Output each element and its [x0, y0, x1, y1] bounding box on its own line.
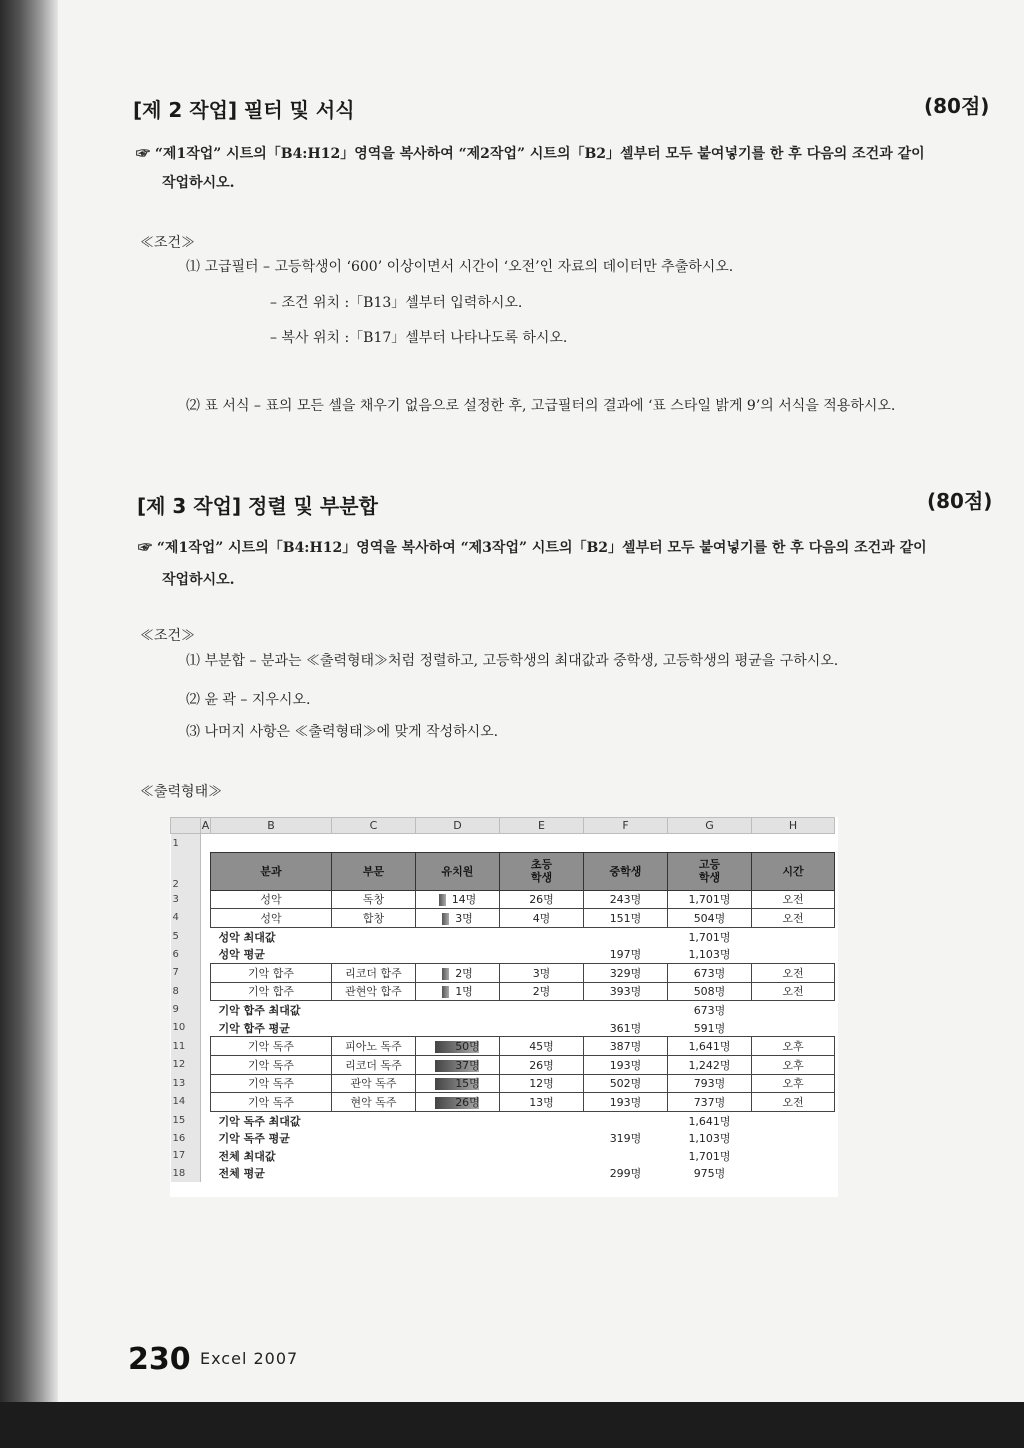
cell-e — [500, 927, 584, 945]
cell-bungwa: 성악 — [211, 909, 332, 928]
column-header-row — [171, 818, 835, 834]
kindergarten-value: 50명 — [455, 1040, 480, 1054]
cell-bungwa: 기악 합주 — [211, 982, 332, 1001]
page-number: 230 — [128, 1342, 191, 1377]
cell-bumun: 현악 독주 — [332, 1093, 416, 1112]
cell-high-school: 737명 — [668, 1093, 752, 1112]
header-chodeung-line1: 초등 — [530, 858, 553, 872]
section3-condition-1: ⑴ 부분합 – 분과는 ≪출력형태≫처럼 정렬하고, 고등학생의 최대값과 중학생, 고등학생의 평균을 구하시오. — [186, 653, 839, 669]
table-row — [171, 927, 835, 945]
row-number: 8 — [171, 982, 201, 1001]
cell-bumun: 피아노 독주 — [332, 1037, 416, 1056]
cell-time: 오전 — [752, 909, 835, 928]
header-bungwa: 분과 — [211, 852, 332, 890]
cell-a — [201, 1055, 211, 1074]
cell-a — [201, 1001, 211, 1019]
cell-time: 오후 — [752, 1037, 835, 1056]
cell-time: 오전 — [752, 890, 835, 909]
scan-bottom-shadow — [0, 1402, 1024, 1448]
header-godeung-line1: 고등 — [698, 858, 721, 872]
cell-middle-school: 361명 — [609, 1021, 642, 1035]
cell-elementary: 26명 — [500, 890, 584, 909]
cell-bungwa: 기악 독주 — [211, 1093, 332, 1112]
summary-label-cell: 성악 평균 — [218, 948, 265, 962]
data-bar — [439, 894, 446, 906]
cell-a — [201, 945, 211, 963]
cell-high-school: 1,641명 — [668, 1037, 752, 1056]
col-header-e: E — [500, 818, 584, 834]
section2-instruction-2: 작업하시오. — [162, 175, 235, 191]
cell-high-school: 504명 — [668, 909, 752, 928]
cell-e — [500, 945, 584, 963]
cell-a — [201, 1074, 211, 1093]
cell-elementary: 2명 — [500, 982, 584, 1001]
cell-a — [201, 1037, 211, 1056]
cell-a — [201, 963, 211, 982]
col-header-d: D — [416, 818, 500, 834]
section2-condition-2: ⑵ 표 서식 – 표의 모든 셀을 채우기 없음으로 설정한 후, 고급필터의 결과에 ‘표 스타일 밝게 9’의 서식을 적용하시오. — [186, 398, 896, 414]
cell-h — [752, 1001, 835, 1019]
col-header-g: G — [668, 818, 752, 834]
cell-a — [201, 1093, 211, 1112]
table-row — [171, 1001, 835, 1019]
header-chodeung — [500, 852, 584, 890]
cell-high-school: 1,701명 — [668, 890, 752, 909]
section3-condition-3: ⑶ 나머지 사항은 ≪출력형태≫에 맞게 작성하시오. — [186, 724, 499, 740]
row-number: 4 — [171, 909, 201, 928]
cell-high-school: 1,701명 — [688, 1149, 731, 1163]
header-chodeung-line2: 학생 — [530, 871, 553, 885]
cell-d — [416, 945, 500, 963]
cell-kindergarten — [416, 982, 500, 1001]
section2-title: [제 2 작업] 필터 및 서식 — [133, 98, 355, 122]
header-junghak: 중학생 — [584, 852, 668, 890]
section2-condition-1: ⑴ 고급필터 – 고등학생이 ‘600’ 이상이면서 시간이 ‘오전’인 자료의 데이터만 추출하시오. — [186, 259, 734, 275]
cell-a — [201, 890, 211, 909]
cell-middle-school: 193명 — [584, 1055, 668, 1074]
section2-instruction-1: ☞ “제1작업” 시트의「B4:H12」영역을 복사하여 “제2작업” 시트의「B2」셀부터 모두 붙여넣기를 한 후 다음의 조건과 같이 — [136, 146, 925, 162]
section2-conditions-title: ≪조건≫ — [140, 235, 196, 251]
cell-high-school: 1,242명 — [668, 1055, 752, 1074]
cell-h — [752, 1147, 835, 1165]
cell-kindergarten — [416, 1074, 500, 1093]
row-number: 1 — [171, 834, 201, 853]
cell-elementary: 4명 — [500, 909, 584, 928]
cell-e — [500, 1147, 584, 1165]
table-row — [171, 890, 835, 909]
section3-conditions-title: ≪조건≫ — [140, 628, 196, 644]
section2-condition-1-sub-1: – 조건 위치 :「B13」셀부터 입력하시오. — [270, 295, 523, 311]
summary-label-cell: 성악 최대값 — [218, 930, 276, 944]
header-godeung — [668, 852, 752, 890]
col-header-a: A — [201, 819, 210, 832]
cell-middle-school: 387명 — [584, 1037, 668, 1056]
table-row — [171, 909, 835, 928]
section2-points: (80점) — [924, 94, 990, 118]
section3-instruction-2: 작업하시오. — [162, 572, 235, 588]
cell-e — [500, 1111, 584, 1129]
row-number: 7 — [171, 963, 201, 982]
empty-row — [201, 834, 835, 853]
cell-kindergarten — [416, 890, 500, 909]
table-row — [171, 1074, 835, 1093]
cell-middle-school: 299명 — [609, 1167, 642, 1181]
row-number: 5 — [171, 927, 201, 945]
header-yuchiwon: 유치원 — [416, 852, 500, 890]
table-row — [171, 1129, 835, 1147]
cell-middle-school: 151명 — [584, 909, 668, 928]
cell-a — [201, 1111, 211, 1129]
cell-h — [752, 1165, 835, 1183]
cell-middle-school — [584, 927, 668, 945]
cell-d — [416, 1019, 500, 1037]
cell-h — [752, 1129, 835, 1147]
table-row — [171, 1093, 835, 1112]
cell-elementary: 3명 — [500, 963, 584, 982]
cell-bumun: 관악 독주 — [332, 1074, 416, 1093]
row-number: 10 — [171, 1019, 201, 1037]
cell-elementary: 45명 — [500, 1037, 584, 1056]
cell-middle-school — [584, 1147, 668, 1165]
spreadsheet-body — [171, 890, 835, 1182]
scan-binding-shadow — [0, 0, 58, 1448]
cell-a — [201, 1165, 211, 1183]
row-number: 15 — [171, 1111, 201, 1129]
cell-high-school: 1,103명 — [688, 948, 731, 962]
summary-label-cell: 기악 독주 평균 — [218, 1132, 290, 1146]
col-header-b: B — [211, 818, 332, 834]
cell-d — [416, 1147, 500, 1165]
cell-time: 오후 — [752, 1074, 835, 1093]
summary-label-cell: 전체 최대값 — [218, 1149, 276, 1163]
row-number: 9 — [171, 1001, 201, 1019]
cell-time: 오전 — [752, 982, 835, 1001]
cell-kindergarten — [416, 1037, 500, 1056]
cell-high-school: 673명 — [668, 963, 752, 982]
row-number: 11 — [171, 1037, 201, 1056]
cell-bumun: 리코더 독주 — [332, 1055, 416, 1074]
cell-d — [416, 1165, 500, 1183]
cell-middle-school: 193명 — [584, 1093, 668, 1112]
kindergarten-value: 3명 — [455, 911, 473, 925]
cell-a — [201, 927, 211, 945]
cell-middle-school: 502명 — [584, 1074, 668, 1093]
kindergarten-value: 37명 — [455, 1058, 480, 1072]
table-row — [171, 1055, 835, 1074]
cell-high-school: 508명 — [668, 982, 752, 1001]
header-bumun: 부문 — [332, 852, 416, 890]
cell-high-school: 1,641명 — [688, 1114, 731, 1128]
kindergarten-value: 2명 — [455, 966, 473, 980]
section3-condition-2: ⑵ 윤 곽 – 지우시오. — [186, 692, 311, 708]
cell-middle-school: 197명 — [609, 948, 642, 962]
table-row — [171, 1147, 835, 1165]
row-number: 17 — [171, 1147, 201, 1165]
table-row — [171, 963, 835, 982]
row-number: 2 — [171, 852, 201, 890]
cell-kindergarten — [416, 963, 500, 982]
data-bar — [442, 986, 449, 998]
summary-label-cell: 전체 평균 — [218, 1167, 265, 1181]
cell-e — [500, 1165, 584, 1183]
row-number: 13 — [171, 1074, 201, 1093]
cell-high-school: 1,103명 — [688, 1132, 731, 1146]
section3-points: (80점) — [927, 489, 993, 513]
cell-bumun: 관현악 합주 — [332, 982, 416, 1001]
cell-h — [752, 945, 835, 963]
table-header-row — [171, 852, 835, 890]
row-number: 3 — [171, 890, 201, 909]
cell-middle-school: 319명 — [609, 1132, 642, 1146]
cell-d — [416, 1111, 500, 1129]
cell-a — [201, 1147, 211, 1165]
cell-elementary: 12명 — [500, 1074, 584, 1093]
cell-high-school: 1,701명 — [688, 930, 731, 944]
row-number: 16 — [171, 1129, 201, 1147]
cell-a2 — [201, 852, 211, 890]
col-header-h: H — [752, 818, 835, 834]
summary-label-cell: 기악 독주 최대값 — [218, 1114, 301, 1128]
header-sigan: 시간 — [752, 852, 835, 890]
cell-middle-school: 393명 — [584, 982, 668, 1001]
cell-bungwa: 기악 합주 — [211, 963, 332, 982]
cell-bungwa: 기악 독주 — [211, 1055, 332, 1074]
corner-cell — [171, 818, 201, 834]
cell-a — [201, 982, 211, 1001]
cell-high-school: 591명 — [693, 1021, 726, 1035]
cell-elementary: 13명 — [500, 1093, 584, 1112]
spreadsheet-table — [170, 817, 835, 1182]
cell-a — [201, 1129, 211, 1147]
cell-elementary: 26명 — [500, 1055, 584, 1074]
cell-middle-school — [584, 1001, 668, 1019]
cell-a — [201, 909, 211, 928]
table-row — [171, 1037, 835, 1056]
data-bar — [442, 968, 449, 980]
cell-high-school: 975명 — [693, 1167, 726, 1181]
cell-bumun: 리코더 합주 — [332, 963, 416, 982]
col-header-c: C — [332, 818, 416, 834]
cell-kindergarten — [416, 1093, 500, 1112]
cell-kindergarten — [416, 1055, 500, 1074]
cell-e — [500, 1019, 584, 1037]
kindergarten-value: 26명 — [455, 1095, 480, 1109]
summary-label-cell: 기악 합주 평균 — [218, 1021, 290, 1035]
header-godeung-line2: 학생 — [698, 871, 721, 885]
cell-a — [201, 1019, 211, 1037]
cell-bumun: 합창 — [332, 909, 416, 928]
cell-time: 오전 — [752, 963, 835, 982]
book-title: Excel 2007 — [200, 1349, 299, 1368]
section3-instruction-1: ☞ “제1작업” 시트의「B4:H12」영역을 복사하여 “제3작업” 시트의「B2」셀부터 모두 붙여넣기를 한 후 다음의 조건과 같이 — [138, 540, 927, 556]
output-form-title: ≪출력형태≫ — [140, 784, 223, 800]
cell-bungwa: 기악 독주 — [211, 1074, 332, 1093]
data-bar — [442, 913, 449, 925]
col-header-f: F — [584, 818, 668, 834]
cell-middle-school — [584, 1111, 668, 1129]
row-number: 12 — [171, 1055, 201, 1074]
cell-kindergarten — [416, 909, 500, 928]
section3-title: [제 3 작업] 정렬 및 부분합 — [137, 494, 378, 518]
cell-h — [752, 1019, 835, 1037]
cell-bungwa: 성악 — [211, 890, 332, 909]
table-row — [171, 1019, 835, 1037]
cell-e — [500, 1129, 584, 1147]
cell-d — [416, 1001, 500, 1019]
cell-middle-school: 329명 — [584, 963, 668, 982]
table-row — [171, 1165, 835, 1183]
cell-bungwa: 기악 독주 — [211, 1037, 332, 1056]
spreadsheet-output — [170, 817, 838, 1197]
cell-time: 오전 — [752, 1093, 835, 1112]
row-number: 14 — [171, 1093, 201, 1112]
cell-h — [752, 927, 835, 945]
section2-condition-1-sub-2: – 복사 위치 :「B17」셀부터 나타나도록 하시오. — [270, 330, 568, 346]
cell-time: 오후 — [752, 1055, 835, 1074]
cell-middle-school: 243명 — [584, 890, 668, 909]
table-row — [171, 1111, 835, 1129]
kindergarten-value: 15명 — [455, 1077, 480, 1091]
kindergarten-value: 1명 — [455, 985, 473, 999]
table-row — [171, 982, 835, 1001]
table-row — [171, 945, 835, 963]
cell-h — [752, 1111, 835, 1129]
summary-label-cell: 기악 합주 최대값 — [218, 1003, 301, 1017]
sheet-row-1 — [171, 834, 835, 853]
cell-bumun: 독창 — [332, 890, 416, 909]
cell-high-school: 793명 — [668, 1074, 752, 1093]
kindergarten-value: 14명 — [451, 893, 477, 907]
cell-d — [416, 1129, 500, 1147]
cell-e — [500, 1001, 584, 1019]
cell-d — [416, 927, 500, 945]
row-number: 6 — [171, 945, 201, 963]
row-number: 18 — [171, 1165, 201, 1183]
cell-high-school: 673명 — [693, 1003, 726, 1017]
